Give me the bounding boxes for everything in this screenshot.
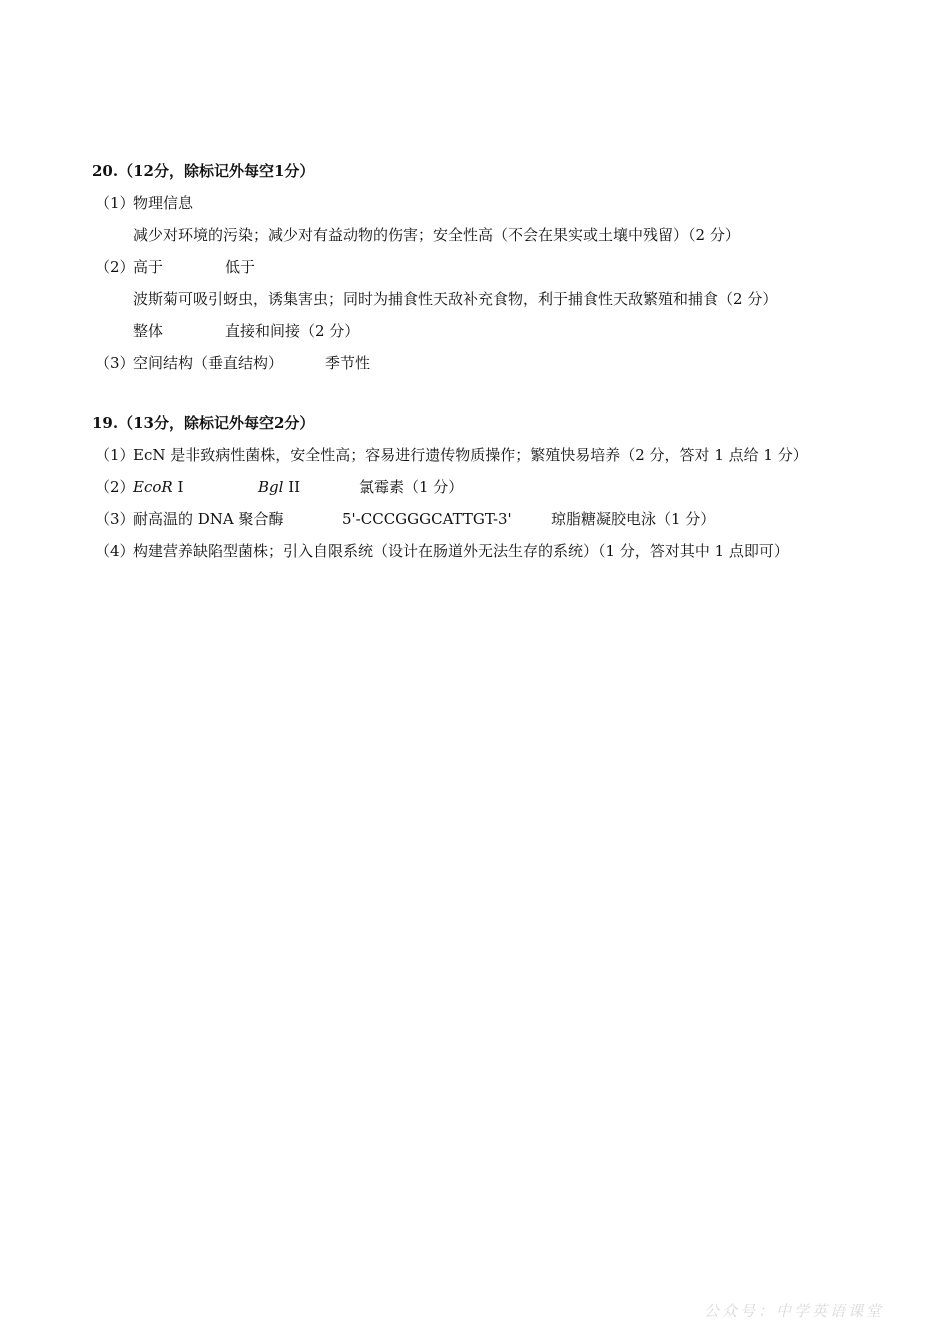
answer-text: 低于 bbox=[225, 258, 256, 276]
answer-text: 空间结构（垂直结构） bbox=[133, 354, 284, 372]
answer-text: 季节性 bbox=[325, 354, 371, 372]
answer-text: EcN 是非致病性菌株，安全性高；容易进行遗传物质操作；繁殖快易培养（2 分，答对 1 点给 1 分） bbox=[133, 446, 808, 464]
answer-text: 耐高温的 DNA 聚合酶 bbox=[133, 510, 284, 528]
enzyme-suffix: I bbox=[172, 478, 184, 496]
question-number: （1） bbox=[95, 446, 135, 464]
answer-text: 琼脂糖凝胶电泳（1 分） bbox=[551, 510, 716, 528]
question-number: （3） bbox=[95, 354, 135, 372]
answer-sequence: 5'-CCCGGGCATTGT-3' bbox=[342, 510, 512, 528]
answer-text: 物理信息 bbox=[133, 194, 194, 212]
answer-text: 构建营养缺陷型菌株；引入自限系统（设计在肠道外无法生存的系统）（1 分，答对其中 1 点即可） bbox=[133, 542, 789, 560]
question-number: （1） bbox=[95, 194, 135, 212]
answer-text: 整体 bbox=[133, 322, 164, 340]
answer-enzyme-1 bbox=[133, 477, 183, 497]
section-20-heading: 20.（12分，除标记外每空1分） bbox=[92, 162, 315, 180]
answer-text: 氯霉素（1 分） bbox=[359, 478, 464, 496]
enzyme-name: EcoR bbox=[133, 478, 173, 496]
section-20-q1-answer-2: 减少对环境的污染；减少对有益动物的伤害；安全性高（不会在果实或土壤中残留）（2 分） bbox=[133, 226, 740, 244]
watermark: 公众号：中学英语课堂 bbox=[704, 1302, 885, 1320]
section-19-heading: 19.（13分，除标记外每空2分） bbox=[92, 414, 315, 432]
answer-text: 直接和间接（2 分） bbox=[225, 322, 360, 340]
enzyme-name: Bgl bbox=[258, 478, 284, 496]
answer-enzyme-2 bbox=[258, 477, 300, 497]
answer-text: 高于 bbox=[133, 258, 164, 276]
question-number: （2） bbox=[95, 258, 135, 276]
enzyme-suffix: II bbox=[283, 478, 301, 496]
question-number: （4） bbox=[95, 542, 135, 560]
question-number: （2） bbox=[95, 478, 135, 496]
section-20-q2-answer-3: 波斯菊可吸引蚜虫，诱集害虫；同时为捕食性天敌补充食物，利于捕食性天敌繁殖和捕食（2 分） bbox=[133, 290, 778, 308]
question-number: （3） bbox=[95, 510, 135, 528]
